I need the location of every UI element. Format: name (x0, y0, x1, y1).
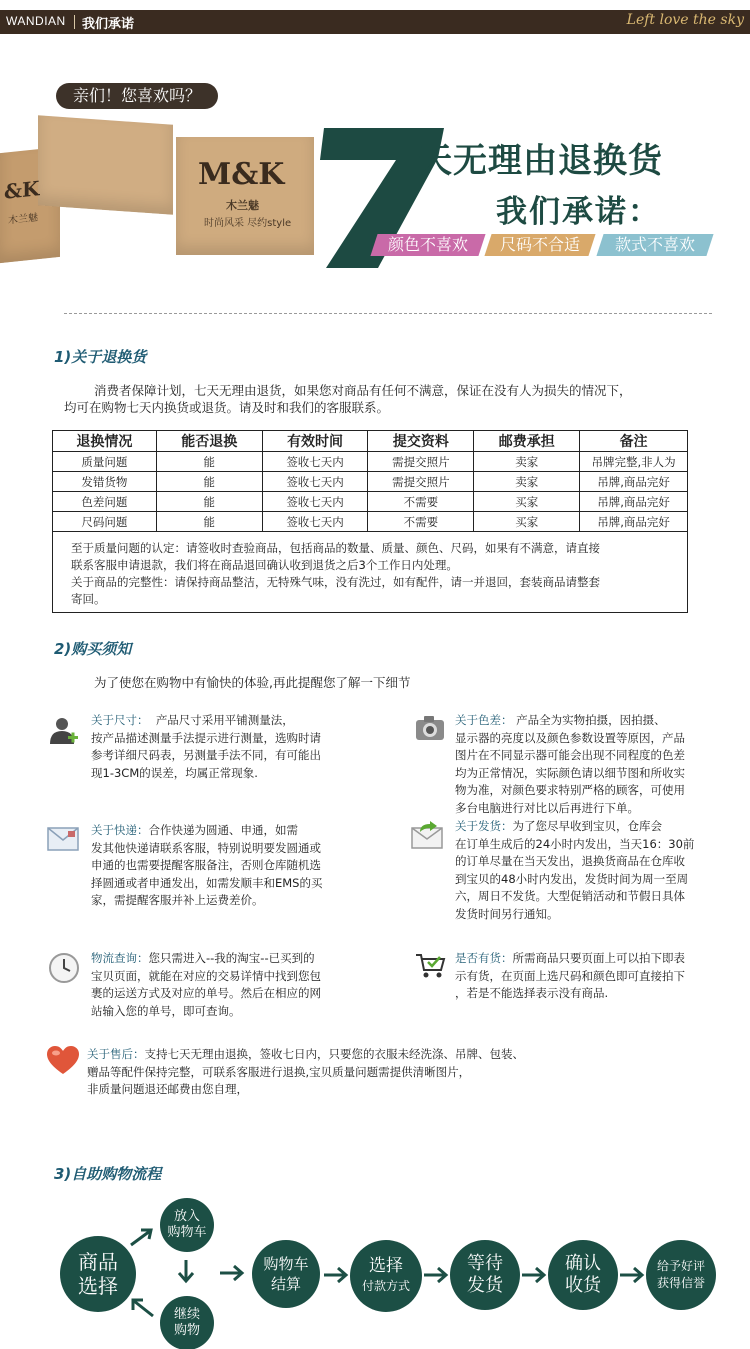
note-line: 示有货，在页面上选尺码和颜色即可直接拍下 (455, 968, 685, 983)
note-aftersale (87, 1046, 607, 1099)
arrow-right-icon (618, 1266, 646, 1284)
note-logistics-label: 物流查询： (91, 951, 149, 965)
note-line: 均为正常情况，实际颜色请以细节图和所收实 (455, 765, 685, 780)
box-logo: M&K (198, 157, 285, 192)
note-line: 在订单生成后的24小时内发出，当天16：30前 (455, 836, 695, 851)
clock-icon (48, 952, 80, 984)
table-cell: 吊牌,商品完好 (580, 472, 688, 492)
note-line: 家，需提醒客服并补上运费差价。 (91, 893, 264, 908)
note-line: 您只需进入--我的淘宝--已买到的 (148, 951, 315, 965)
note-line: 六，周日不发货。大型促销活动和节假日具体 (455, 889, 685, 904)
note-line: 参考详细尺码表，另测量手法不同，有可能出 (91, 748, 321, 763)
flow-step-line: 购物 (173, 1323, 200, 1338)
note-line: 物为准，对颜色要求特别严格的顾客，可使用 (455, 783, 685, 798)
topbar-title: 我们承诺 (82, 17, 135, 32)
reason-tag-size: 尺码不合适 (484, 234, 595, 256)
flow-step-leave-review (646, 1240, 716, 1310)
reason-tag-color: 颜色不喜欢 (370, 234, 485, 256)
table-row (53, 492, 688, 512)
table-cell: 卖家 (474, 472, 580, 492)
note-line: 产品全为实物拍摄，因拍摄、 (516, 713, 666, 727)
note-line: 产品尺寸采用平铺测量法， (155, 713, 294, 727)
camera-icon (414, 714, 446, 742)
note-express-label: 关于快递： (91, 823, 149, 837)
note-size-label: 关于尺寸： (91, 713, 149, 727)
section-title-returns: 1)关于退换货 (54, 348, 147, 366)
table-cell: 能 (156, 452, 262, 472)
box-brand: 木兰魅 (226, 199, 259, 212)
note-shipping-label: 关于发货： (455, 819, 513, 833)
table-cell: 签收七天内 (262, 472, 368, 492)
table-cell: 能 (156, 512, 262, 532)
topbar-divider (74, 15, 75, 29)
table-header-cell: 备注 (580, 431, 688, 452)
note-line: 寄回。 (71, 592, 106, 606)
flow-step-line: 确认 (565, 1253, 601, 1274)
user-add-icon (48, 716, 80, 746)
arrow-up-right-icon (128, 1226, 156, 1248)
box-brand-partial: 木兰魅 (8, 212, 38, 227)
note-line: 发其他快递请联系客服，特别说明要发圆通或 (91, 840, 321, 855)
envelope-icon (46, 824, 80, 854)
section-title-purchase-notes: 2)购买须知 (54, 640, 132, 658)
note-line: 为了您尽早收到宝贝，仓库会 (512, 819, 662, 833)
table-cell: 发错货物 (53, 472, 157, 492)
note-line: 裹的运送方式及对应的单号。然后在相应的网 (91, 986, 321, 1001)
flow-step-confirm-receipt (548, 1240, 618, 1310)
flow-step-line: 放入 (173, 1209, 200, 1224)
table-cell: 吊牌,商品完好 (580, 512, 688, 532)
flow-step-line: 结算 (270, 1275, 301, 1293)
flow-step-line: 付款方式 (361, 1279, 410, 1293)
table-header-cell: 提交资料 (368, 431, 474, 452)
table-cell: 签收七天内 (262, 492, 368, 512)
note-line: 合作快递为圆通、申通，如需 (148, 823, 298, 837)
arrow-right-icon (422, 1266, 450, 1284)
table-row (53, 452, 688, 472)
table-cell: 签收七天内 (262, 452, 368, 472)
table-header-cell: 邮费承担 (474, 431, 580, 452)
box-logo-partial: &K (4, 176, 40, 204)
arrow-right-icon (218, 1264, 246, 1282)
table-note (53, 532, 688, 613)
note-line: 宝贝页面，就能在对应的交易详情中找到您包 (91, 968, 321, 983)
table-row (53, 512, 688, 532)
table-cell: 需提交照片 (368, 472, 474, 492)
heart-icon (46, 1046, 80, 1076)
table-cell: 不需要 (368, 512, 474, 532)
table-cell: 吊牌,商品完好 (580, 492, 688, 512)
arrow-right-icon (322, 1266, 350, 1284)
reason-tag-style: 款式不喜欢 (596, 234, 713, 256)
note-line: 的订单尽量在当天发出，退换货商品在仓库收 (455, 854, 685, 869)
note-line: 多台电脑进行对比以后再进行下单。 (455, 800, 639, 815)
note-size (91, 712, 351, 782)
brand-name: WANDIAN (6, 14, 66, 28)
headline-promise: 我们承诺： (496, 194, 661, 230)
table-cell: 卖家 (474, 452, 580, 472)
note-line: 支持七天无理由退换，签收七日内，只要您的衣服未经洗涤、吊牌、包装、 (144, 1047, 524, 1061)
box-tagline: 时尚风采 尽约style (204, 218, 292, 229)
table-header-cell: 能否退换 (156, 431, 262, 452)
arrow-up-left-icon (128, 1296, 156, 1318)
table-cell: 需提交照片 (368, 452, 474, 472)
returns-intro-line2: 均可在购物七天内换货或退货。请及时和我们的客服联系。 (64, 400, 390, 415)
note-line: 显示器的亮度以及颜色参数设置等原因，产品 (455, 730, 685, 745)
table-cell: 能 (156, 492, 262, 512)
returns-table (52, 430, 688, 613)
table-cell: 质量问题 (53, 452, 157, 472)
note-express (91, 822, 361, 910)
table-cell: 买家 (474, 492, 580, 512)
flow-step-cart-checkout (252, 1240, 320, 1308)
note-line: 发货时间另行通知。 (455, 906, 559, 921)
product-box-lid-image (38, 115, 173, 214)
flow-step-line: 购物车 (167, 1225, 207, 1240)
table-cell: 不需要 (368, 492, 474, 512)
flow-step-line: 发货 (467, 1275, 503, 1296)
table-cell: 能 (156, 472, 262, 492)
flow-step-line: 选择 (78, 1274, 118, 1298)
note-stock (455, 950, 725, 1003)
topbar-slogan: Left love the sky (626, 12, 744, 28)
flow-step-line: 等待 (467, 1253, 503, 1274)
arrow-down-icon (176, 1258, 196, 1286)
table-row (53, 472, 688, 492)
flow-step-add-to-cart (160, 1198, 214, 1252)
returns-intro-line1: 消费者保障计划，七天无理由退货，如果您对商品有任何不满意，保证在没有人为损失的情况下， (94, 383, 632, 398)
note-line: 赠品等配件保持完整，可联系客服进行退换,宝贝质量问题需提供清晰图片， (87, 1064, 471, 1079)
headline-seven-days: 天无理由退换货 (418, 141, 663, 181)
note-color-label: 关于色差： (455, 713, 513, 727)
note-line: 站输入您的单号，即可查询。 (91, 1003, 241, 1018)
note-line: 联系客服申请退款，我们将在商品退回确认收到退货之后3个工作日内处理。 (71, 558, 458, 572)
table-cell: 尺码问题 (53, 512, 157, 532)
note-line: 现1-3CM的误差，均属正常现象. (91, 765, 258, 780)
note-logistics (91, 950, 361, 1020)
flow-step-line: 给予好评 (656, 1259, 705, 1273)
purchase-notes-intro: 为了使您在购物中有愉快的体验,再此提醒您了解一下细节 (94, 675, 411, 690)
greeting-badge: 亲们！您喜欢吗？ (56, 83, 218, 109)
table-header-cell: 退换情况 (53, 431, 157, 452)
note-line: 按产品描述测量手法提示进行测量，选购时请 (91, 730, 321, 745)
product-box-front-image (176, 137, 314, 255)
note-line: 所需商品只要页面上可以拍下即表 (512, 951, 685, 965)
table-cell: 吊牌完整,非人为 (580, 452, 688, 472)
note-line: 到宝贝的48小时内发出，发货时间为周一至周 (455, 871, 689, 886)
note-line: 申通的也需要提醒客服备注，否则仓库随机选 (91, 858, 321, 873)
note-line: 至于质量问题的认定：请签收时查验商品，包括商品的数量、质量、颜色、尺码，如果有不满意，请直接 (71, 541, 600, 555)
table-cell: 签收七天内 (262, 512, 368, 532)
arrow-right-icon (520, 1266, 548, 1284)
note-line: 非质量问题退还邮费由您自理， (87, 1082, 248, 1097)
note-line: 关于商品的完整性：请保持商品整洁，无特殊气味，没有洗过，如有配件，请一并退回，套装商品请整套 (71, 575, 600, 589)
note-stock-label: 是否有货： (455, 951, 513, 965)
flow-step-await-shipment (450, 1240, 520, 1310)
flow-step-line: 商品 (78, 1250, 118, 1274)
shopping-cart-icon (414, 952, 446, 980)
note-shipping (455, 818, 725, 924)
table-cell: 买家 (474, 512, 580, 532)
table-note-row (53, 532, 688, 613)
flow-step-line: 获得信誉 (656, 1276, 705, 1290)
section-divider (64, 313, 712, 314)
section-title-shopping-flow: 3)自助购物流程 (54, 1165, 162, 1183)
flow-step-continue-shopping (160, 1296, 214, 1349)
flow-step-line: 购物车 (263, 1255, 309, 1273)
note-line: ，若是不能选择表示没有商品. (455, 986, 609, 1001)
note-line: 图片在不同显示器可能会出现不同程度的色差 (455, 748, 685, 763)
note-color (455, 712, 725, 818)
flow-step-line: 选择 (368, 1256, 403, 1276)
table-header-cell: 有效时间 (262, 431, 368, 452)
table-cell: 色差问题 (53, 492, 157, 512)
flow-step-select-product (60, 1236, 136, 1312)
flow-step-line: 收货 (565, 1275, 601, 1296)
flow-step-choose-payment (350, 1240, 422, 1312)
flow-step-line: 继续 (173, 1307, 200, 1322)
table-header-row (53, 431, 688, 452)
top-bar (0, 10, 750, 34)
mail-send-icon (410, 820, 444, 850)
note-line: 择圆通或者申通发出，如需发顺丰和EMS的买 (91, 875, 323, 890)
note-aftersale-label: 关于售后： (87, 1047, 145, 1061)
